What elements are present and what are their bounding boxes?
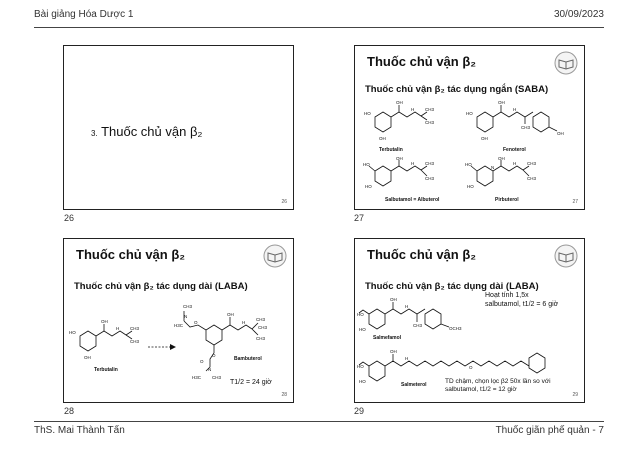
svg-text:OH: OH: [390, 297, 397, 302]
slide-29: [354, 238, 585, 403]
svg-text:HO: HO: [359, 327, 366, 332]
terbutalin-structure: [68, 317, 144, 367]
svg-text:N: N: [491, 165, 495, 170]
svg-text:CH3: CH3: [425, 176, 435, 181]
header-divider: [34, 27, 604, 28]
slide-subtitle: Thuốc chủ vận β₂ tác dụng ngắn (SABA): [365, 84, 549, 95]
svg-text:O: O: [194, 320, 198, 325]
pirbuterol-structure: [465, 156, 545, 198]
structure-label: Salmefamol: [373, 335, 402, 341]
svg-text:OH: OH: [396, 100, 403, 105]
svg-text:HO: HO: [466, 111, 473, 116]
slide-title: Thuốc chủ vận β₂: [367, 247, 477, 262]
structure-label: Terbutalin: [94, 367, 118, 373]
svg-text:OH: OH: [498, 156, 505, 161]
svg-text:CH3: CH3: [425, 120, 435, 125]
svg-text:CH3: CH3: [212, 375, 222, 380]
slide-28: [63, 238, 294, 403]
slide-number: 28: [64, 406, 75, 416]
svg-text:H: H: [513, 107, 517, 112]
slide-page-mark: 28: [281, 392, 287, 398]
section-number: 3.: [91, 129, 98, 138]
svg-text:HO: HO: [357, 312, 364, 317]
svg-text:CH3: CH3: [425, 107, 435, 112]
slide-page-mark: 26: [281, 199, 287, 205]
svg-text:H: H: [116, 326, 120, 331]
svg-text:O: O: [212, 353, 216, 358]
svg-text:CH3: CH3: [256, 336, 266, 341]
svg-text:HO: HO: [359, 379, 366, 384]
svg-text:OCH3: OCH3: [449, 326, 462, 331]
slide-page-mark: 29: [572, 392, 578, 398]
footer-page-label: Thuốc giãn phế quản - 7: [495, 425, 604, 436]
svg-text:H: H: [405, 356, 409, 361]
svg-text:OH: OH: [481, 136, 488, 141]
header-date: 30/09/2023: [553, 9, 604, 20]
svg-text:CH3: CH3: [527, 161, 537, 166]
slide-number: 27: [354, 213, 365, 223]
svg-text:CH3: CH3: [521, 125, 531, 130]
svg-text:CH3: CH3: [258, 325, 268, 330]
section-heading: [91, 124, 202, 139]
svg-text:HO: HO: [467, 184, 474, 189]
svg-text:OH: OH: [84, 355, 91, 360]
svg-text:HO: HO: [364, 111, 371, 116]
footer-author: ThS. Mai Thành Tấn: [34, 425, 125, 436]
terbutalin-structure: [363, 98, 433, 146]
bambuterol-structure: [174, 297, 286, 385]
svg-text:OH: OH: [101, 319, 108, 324]
salmeterol-note: TD chậm, chọn lọc β2 50x lần so với salbutamol, t1/2 = 12 giờ: [445, 378, 551, 393]
slide-26: [63, 45, 294, 210]
svg-text:H: H: [411, 161, 415, 166]
svg-text:N: N: [184, 314, 188, 319]
slide-page-mark: 27: [572, 199, 578, 205]
svg-text:O: O: [469, 365, 473, 370]
svg-text:CH3: CH3: [256, 317, 266, 322]
slide-number: 26: [64, 213, 75, 223]
svg-text:CH3: CH3: [413, 323, 423, 328]
svg-text:HO: HO: [357, 364, 364, 369]
svg-text:H: H: [242, 320, 246, 325]
svg-text:OH: OH: [498, 100, 505, 105]
svg-text:H3C: H3C: [192, 375, 202, 380]
svg-text:HO: HO: [365, 184, 372, 189]
fenoterol-structure: [465, 98, 577, 146]
slide-subtitle: Thuốc chủ vận β₂ tác dụng dài (LABA): [74, 281, 248, 292]
slide-title: Thuốc chủ vận β₂: [76, 247, 186, 262]
structure-label: Pirbuterol: [495, 197, 519, 203]
svg-text:CH3: CH3: [183, 304, 193, 309]
header-course-title: Bài giảng Hóa Dược 1: [34, 9, 134, 20]
salmefamol-structure: [357, 297, 485, 339]
svg-text:H3C: H3C: [174, 323, 184, 328]
slide-27: [354, 45, 585, 210]
arrow-icon: [148, 343, 176, 351]
svg-text:H: H: [411, 107, 415, 112]
half-life-note: T1/2 = 24 giờ: [230, 379, 272, 386]
salmefamol-note: Hoạt tính 1,5x salbutamol, t1/2 = 6 giờ: [485, 292, 559, 308]
svg-text:CH3: CH3: [527, 176, 537, 181]
svg-text:OH: OH: [390, 349, 397, 354]
structure-label: Salbutamol = Albuterol: [385, 197, 440, 203]
structure-label: Bambuterol: [234, 356, 262, 362]
svg-text:O: O: [200, 359, 204, 364]
svg-text:CH3: CH3: [425, 161, 435, 166]
slide-number: 29: [354, 406, 365, 416]
svg-text:CH3: CH3: [130, 339, 140, 344]
book-logo-icon: [554, 244, 578, 268]
svg-text:H: H: [513, 161, 517, 166]
svg-text:OH: OH: [396, 156, 403, 161]
svg-text:OH: OH: [227, 312, 234, 317]
structure-label: Fenoterol: [503, 147, 526, 153]
book-logo-icon: [263, 244, 287, 268]
svg-text:OH: OH: [379, 136, 386, 141]
svg-text:N: N: [208, 367, 212, 372]
svg-text:HO: HO: [69, 330, 76, 335]
salbutamol-structure: [363, 156, 443, 198]
slide-subtitle: Thuốc chủ vận β₂ tác dụng dài (LABA): [365, 281, 539, 292]
structure-label: Salmeterol: [401, 382, 427, 388]
structure-label: Terbutalin: [379, 147, 403, 153]
svg-text:HO: HO: [363, 162, 370, 167]
svg-text:H: H: [405, 304, 409, 309]
slide-title: Thuốc chủ vận β₂: [367, 54, 477, 69]
svg-text:CH3: CH3: [130, 326, 140, 331]
section-title: Thuốc chủ vận β₂: [101, 124, 203, 139]
svg-text:OH: OH: [557, 131, 564, 136]
svg-text:HO: HO: [465, 162, 472, 167]
footer-divider: [34, 421, 604, 422]
book-logo-icon: [554, 51, 578, 75]
